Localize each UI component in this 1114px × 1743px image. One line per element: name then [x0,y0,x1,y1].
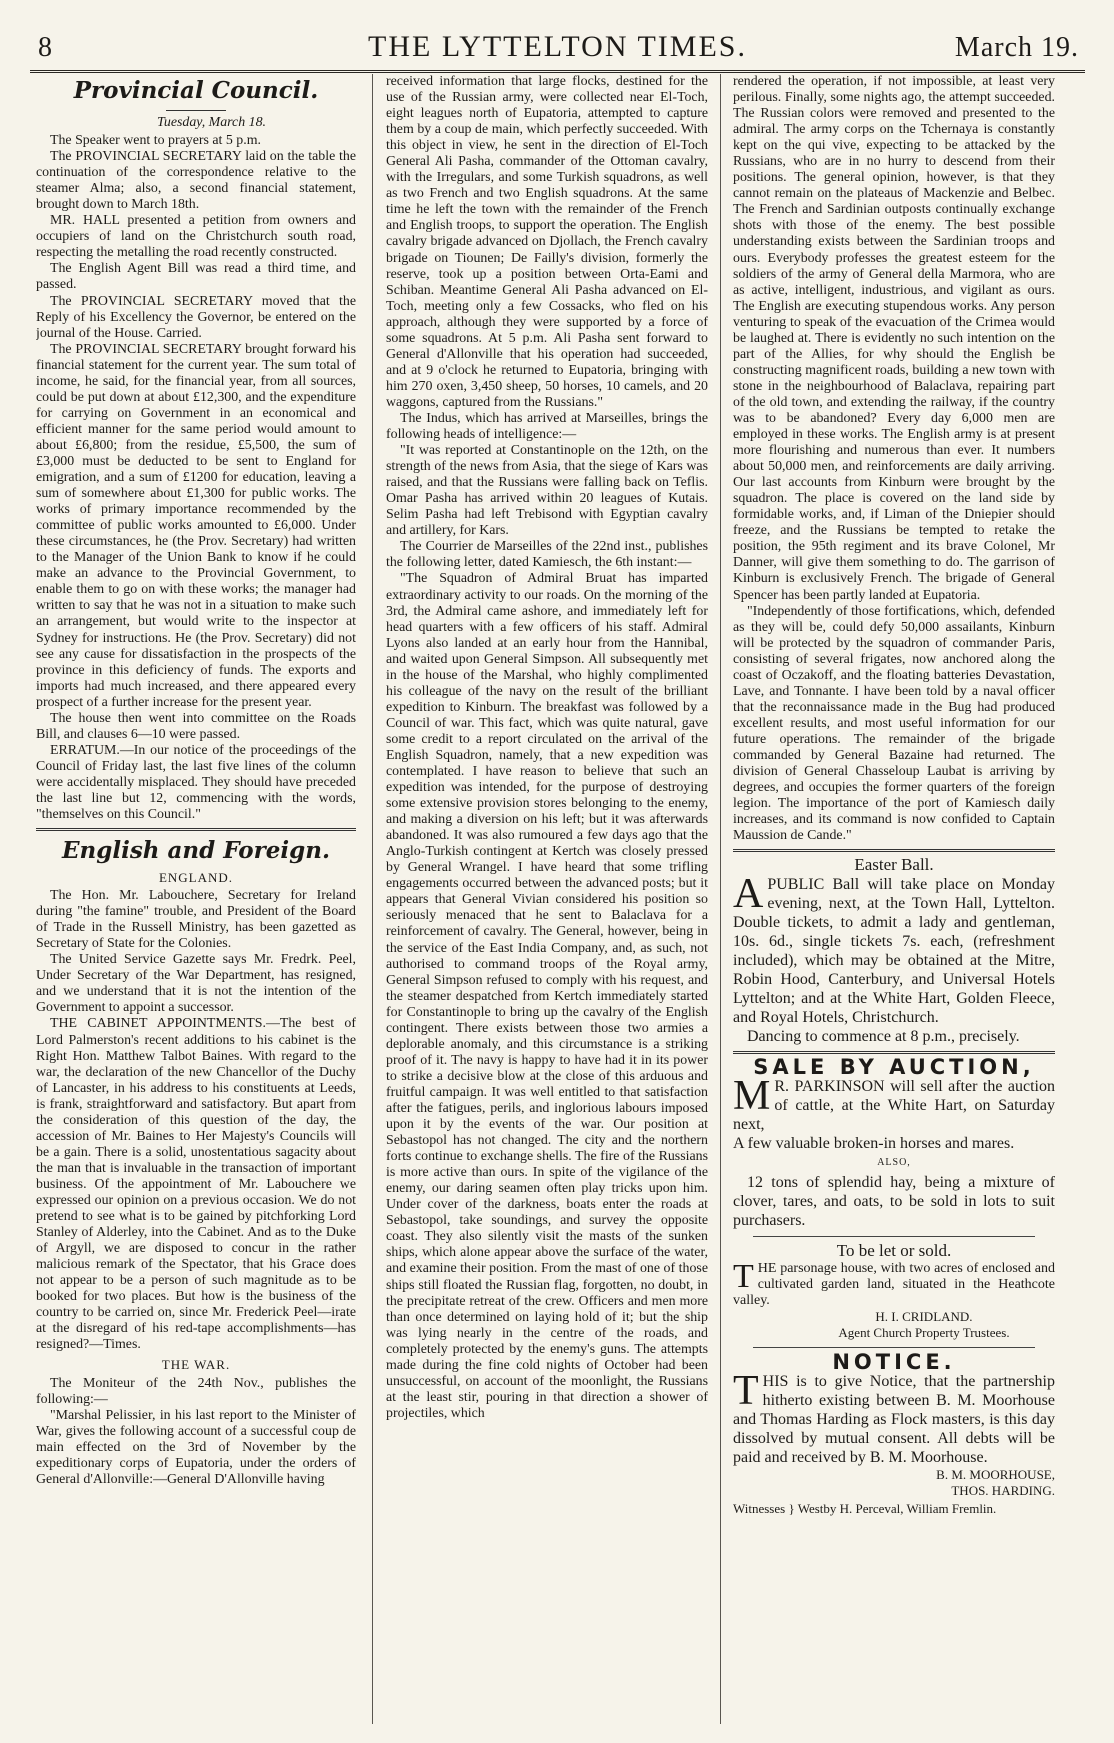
heading-rule [166,110,226,111]
witness-name: Westby H. Perceval, [797,1501,904,1517]
divider [753,1347,1035,1348]
paragraph: "The Squadron of Admiral Bruat has imparted extraordinary activity to our roads. On the morning of the 3rd, the Admiral came ashore, and immediately left for head quarters with a few officers of his staff. Admiral Lyons also landed at an early hour from the Hannibal, and waited upon General Simpson. All subsequently met in the house of the Marshal, who highly complimented his colleague of the navy on the result of the brilliant expedition to Kinburn. The breakfast was followed by a Council of war. This fact, which was quite natural, gave some credit to a report circulated on the arrival of the English Squadron, namely, that a new expedition was contemplated. I have reason to believe that such an expedition was intended, for the purpose of destroying some extensive provision stores belonging to the enemy, and making a diversion on his left; but it was afterwards abandoned. It was also rumoured a few days ago that the Anglo-Turkish contingent at Kertch was closely pressed by General Wrangel. I have heard that some trifling engagements occurred between the advanced posts; but it appears that General Vivian considered his position so seriously menaced that he sent to Balaclava for a reinforcement of cavalry. The General, however, being in the service of the East India Company, and, as such, not authorised to command troops of the Royal army, General Simpson refused to comply with his request, and the steamer despatched from Kertch immediately started for Constantinople to bring up the cavalry of the English contingent. There exists between those two armies a deplorable anomaly, and this circumstance is a striking proof of it. The navy is happy to have had it in its power to strike a decisive blow at the close of this arduous and fruitful campaign. It was well entitled to that satisfaction after the fatigues, perils, and inglorious labours imposed upon it by the events of the war. Our position at Sebastopol has not changed. The city and the northern forts continue to exchange shells. The fire of the Russians is more active than ours. In spite of the vigilance of the enemy, our daring seamen often play tricks upon him. Under cover of the darkness, boats enter the roads at Sebastopol, take soundings, and survey the opposite coast. They also silently visit the masts of the sunken ships, which alone appear above the surface of the water, and examine their position. From the mast of one of those ships still floated the Russian flag, forgotten, no doubt, in the precipitate retreat of the crew. Officers and men more than once determined on laying hold of it; but the ship was lying nearly in the centre of the roads, and completely protected by the enemy's guns. The attempts made during the fine cold nights of October had been unsuccessful, on account of the moonlight, the Russians at the least stir, pouring in that direction a shower of projectiles, which [386,571,708,1421]
easter-ball-advertisement [733,857,1055,1046]
signature: H. I. CRIDLAND. [875,1309,973,1325]
paragraph: THE CABINET APPOINTMENTS.—The best of Lord Palmerston's recent additions to his cabinet is the Right Hon. Matthew Talbot Baines. With regard to the war, the declaration of the new Chancellor of the Duchy of Lancaster, in his address to his constituents at Leeds, is frank, straightforward and satisfactory. But apart from the consideration of this question of the day, the accession of Mr. Baines to Her Majesty's Councils will be a gain. There is a solid, unostentatious sagacity about the man that is invaluable in the transaction of important business. Of the appointment of Mr. Labouchere we expressed our opinion on a previous occasion. We do not pretend to see what is to be gained by pitchforking Lord Stanley of Alderley, into the Cabinet. And as to the Duke of Argyll, we are disposed to concur in the rather malicious remark of the Spectator, that his Grace does not appear to be a person of such magnitude as to be booked for two places. But how is the business of the country to be carried on, since Mr. Frederick Peel—irate at the disregard of his red-tape accomplishments—has resigned?—Times. [36,1016,356,1353]
witness-name: William Fremlin. [906,1501,997,1517]
paragraph: received information that large flocks, destined for the use of the Russian army, were collected near El-Toch, eight leagues north of Eupatoria, attempted to capture them by a coup de main, which perfectly succeeded. With this object in view, he sent in the direction of El-Toch General Ali Pasha, commander of the Ottoman cavalry, with the Irregulars, and some Turkish squadrons, as well as two French and two English squadrons. At the same time he left the town with the remainder of the French and English troops, to support the operation. The English cavalry brigade advanced on Djollach, the French cavalry brigade on Tiounen; De Failly's division, formerly the reserve, took up a position between Orta-Eami and Schiban. Meantime General Ali Pasha advanced on El-Toch, meeting only a few Cossacks, who fled on his approach, although they were supported by a force of some squadrons. At 5 p.m. Ali Pasha sent forward to General d'Allonville that his operation had succeeded, and at 9 o'clock he returned to Eupatoria, bringing with him 270 oxen, 3,450 sheep, 50 horses, 10 camels, and 20 waggons, captured from the Russians." [386,74,708,410]
ad-title: Easter Ball. [854,855,934,875]
paragraph: The PROVINCIAL SECRETARY brought forward his financial statement for the current year. The sum total of income, he said, for the financial year, from all sources, could be put down at about £12,300, and the expenditure for carrying on Government in an economical and efficient manner for the same period would amount to about £6,800; from the residue, £5,500, the sum of £3,000 must be deducted to be sent to England for emigration, and a sum of £1200 for education, leaving a sum of somewhere about £1,300 for public works. The works of primary importance recommended by the committee of public works amounted to £6,000. Under these circumstances, he (the Prov. Secretary) had written to the Manager of the Union Bank to know if he could make an advance to the Provincial Government, to enable them to go on with these works; the manager had written to say that he was not in a situation to make such an arrangement, but would write to the inspector at Sydney for instructions. He (the Prov. Secretary) did not see any cause for dissatisfaction in the prospects of the province in this deficiency of funds. The exports and imports had much increased, and there appeared every prospect of a further increase for the present year. [36,341,356,710]
signature: THOS. HARDING. [951,1483,1055,1499]
paragraph: "Independently of those fortifications, which, defended as they will be, could defy 50,000 assailants, Kinburn will be protected by the squadron of commander Paris, consisting of several frigates, now anchored along the coast of Oczakoff, and the floating batteries Devastation, Lave, and Tonnante. I have been told by a naval officer that the reconnaissance made in the Bug had produced excellent results, and most useful information for our future operations. The remainder of the brigade commanded by General Bazaine had returned. The division of General Chasseloup Laubat is arriving by degrees, and occupies the former quarters of the foreign legion. The importance of the port of Kamiesch daily increases, and its command is now confided to Captain Maussion de Cande." [733,603,1055,844]
ad-title: To be let or sold. [836,1241,952,1261]
ad-footer: Dancing to commence at 8 p.m., precisely. [747,1028,1020,1046]
section-heading: English and Foreign. [62,837,330,865]
ad-text: 12 tons of splendid hay, being a mixture of clover, tares, and oats, to be sold in lots to suit purchasers. [733,1174,1055,1230]
witness-block: Witnesses } Westby H. Perceval, William Fremlin. [733,1501,997,1517]
ad-body [733,1258,1055,1309]
drop-cap: T [733,1368,759,1415]
paragraph: MR. HALL presented a petition from owners and occupiers of land on the Christchurch south road, respecting the metalling the road recently constructed. [36,213,356,261]
drop-cap: A [733,871,764,918]
paragraph: The PROVINCIAL SECRETARY moved that the Reply of his Excellency the Governor, be entered on the journal of the House. Carried. [36,293,356,341]
divider [753,1236,1035,1237]
column-2 [386,74,708,1724]
ad-body [733,871,1055,1027]
paragraph: The United Service Gazette says Mr. Fredrk. Peel, Under Secretary of the War Department, has resigned, and we understand that it is not the intention of the Government to appoint a successor. [36,952,356,1016]
dateline: Tuesday, March 18. [156,115,266,130]
column-rule [720,74,721,1724]
paragraph: The Indus, which has arrived at Marseilles, brings the following heads of intelligence:— [386,410,708,443]
masthead [30,30,1085,73]
auction-advertisement [733,1055,1055,1230]
erratum-paragraph: ERRATUM.—In our notice of the proceedings of the Council of Friday last, the last five lines of the column were accidentally misplaced. They should have preceded the last line but 12, commencing with the words, "themselves on this Council." [36,742,356,823]
ad-text: PUBLIC Ball will take place on Monday evening, next, at the Town Hall, Lyttelton. Double tickets, to admit a lady and gentleman, 10s. 6d., single tickets 7s. each, (refreshment included), which may be obtained at the Mitre, Robin Hood, Canterbury, and Universal Hotels Lyttelton; and at the White Hart, Golden Fleece, and Royal Hotels, Christchurch. [733,876,1055,1027]
section-divider [733,849,1055,852]
page-number: 8 [38,32,52,63]
paragraph: The house then went into committee on the Roads Bill, and clauses 6—10 were passed. [36,710,356,742]
paragraph: The Speaker went to prayers at 5 p.m. [50,133,261,149]
partnership-notice [733,1350,1055,1517]
ad-text: A few valuable broken-in horses and mares. [733,1135,1015,1153]
drop-cap: T [733,1258,754,1296]
paragraph: "Marshal Pelissier, in his last report to the Minister of War, gives the following account of a successful coup de main effected on the 3rd of November by the expeditionary corps of Eupatoria, under the orders of General d'Allonville:—General D'Allonville having [36,1407,356,1487]
ad-body [733,1368,1055,1467]
let-or-sold-advertisement [733,1243,1055,1341]
paragraph: The Moniteur of the 24th Nov., publishes the following:— [36,1375,356,1407]
ad-text: HIS is to give Notice, that the partnership hitherto existing between B. M. Moorhouse and Thomas Harding as Flock masters, is this day dissolved by mutual consent. All debts will be paid and received by B. M. Moorhouse. [733,1373,1055,1467]
paragraph: rendered the operation, if not impossible, at least very perilous. Finally, some nights ago, the attempt succeeded. The Russian colors were removed and presented to the admiral. The army corps on the Tchernaya is constantly kept on the qui vive, expecting to be attacked by the Russians, who are in no hurry to descend from their positions. The general opinion, however, is that they cannot remain on the plateaus of Mackenzie and Belbec. The French and Sardinian outposts continually exchange shots with those of the enemy. The best possible understanding exists between the Sardinian troops and ours. Everybody professes the greatest esteem for the soldiers of the army of General della Marmora, who are as active, intelligent, industrious, and vigilant as ours. The English are executing stupendous works. Any person venturing to speak of the evacuation of the Crimea would be laughed at. There is evidently no such intention on the part of the Allies, for why should the English be constructing magnificent roads, building a new town with stone in the neighbourhood of Balaclava, repairing part of the old town, and extending the railway, if the country was to be abandoned? Every day 6,000 men are employed in these works. The English army is at present more flourishing and numerous than ever. It numbers about 50,000 men, and reinforcements are daily arriving. Our last accounts from Kinburn were brought by the squadron. The place is covered on the land side by formidable works, and, if Liman of the Dniepier should freeze, and the Russians be tempted to retake the position, the 95th regiment and its brave Colonel, Mr Danner, will give them something to do. The garrison of Kinburn is exclusively French. The brigade of General Spencer has been partly landed at Eupatoria. [733,74,1055,603]
also-label: ALSO, [877,1157,911,1169]
witness-label: Witnesses [733,1501,786,1517]
column-1 [36,74,356,1724]
newspaper-title: THE LYTTELTON TIMES. [368,30,747,63]
paragraph: The PROVINCIAL SECRETARY laid on the table the continuation of the correspondence relative to the steamer Alma; also, a second financial statement, brought down to March 18th. [36,149,356,213]
signature: B. M. MOORHOUSE, [936,1467,1055,1483]
column-3 [733,74,1055,1724]
column-rule [372,74,373,1724]
paragraph: The Hon. Mr. Labouchere, Secretary for Ireland during "the famine" trouble, and President of the Board of Trade in the Russell Ministry, has been gazetted as Secretary of State for the Colonies. [36,888,356,952]
ad-text: R. PARKINSON will sell after the auction of cattle, at the White Hart, on Saturday next, [733,1078,1055,1134]
ad-title: NOTICE. [832,1350,956,1375]
subsection-heading: THE WAR. [161,1357,231,1373]
section-divider [733,1051,1055,1054]
subsection-heading: ENGLAND. [158,870,234,886]
paragraph: "It was reported at Constantinople on the 12th, on the strength of the news from Asia, that the siege of Kars was raised, and that the Russians were falling back on Teflis. Omar Pasha has arrived within 20 leagues of Kutais. Selim Pasha had left Trebisond with Egyptian cavalry and artillery, for Kars. [386,443,708,539]
ad-body [733,1073,1055,1134]
signature-title: Agent Church Property Trustees. [838,1325,1010,1341]
section-divider [36,828,356,831]
paragraph: The English Agent Bill was read a third time, and passed. [36,261,356,293]
section-heading: Provincial Council. [73,77,319,104]
issue-date: March 19. [954,32,1079,63]
ad-text: HE parsonage house, with two acres of enclosed and cultivated garden land, situated in the Heathcote valley. [733,1261,1055,1309]
drop-cap: M [733,1073,771,1120]
paragraph: The Courrier de Marseilles of the 22nd inst., publishes the following letter, dated Kamiesch, the 6th instant:— [386,539,708,571]
ad-title: SALE BY AUCTION, [753,1055,1035,1080]
